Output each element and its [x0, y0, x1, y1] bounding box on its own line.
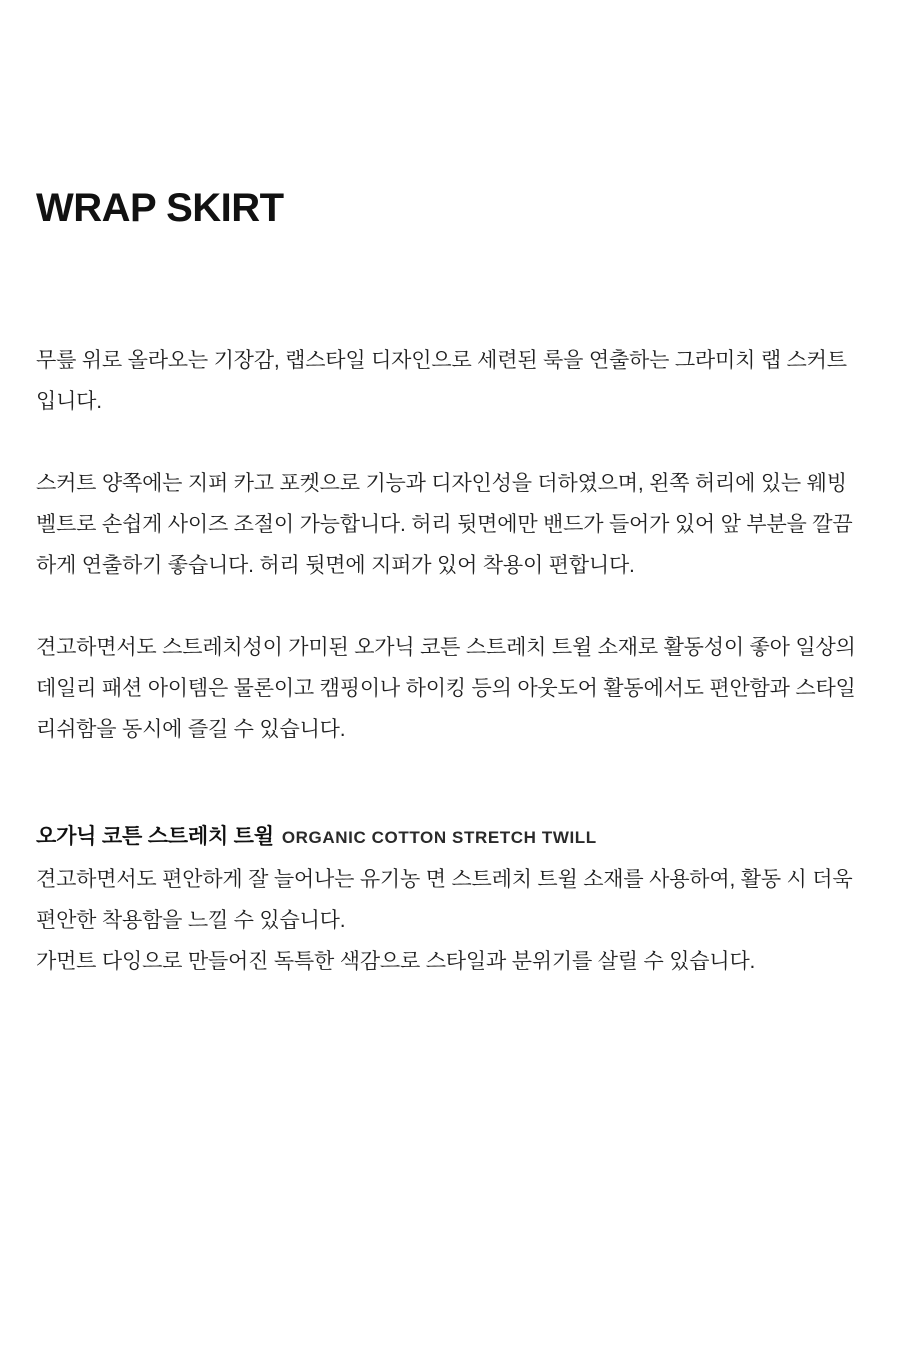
- material-heading: [36, 816, 864, 859]
- material-heading-korean: 오가닉 코튼 스트레치 트윌: [36, 825, 274, 848]
- material-paragraph-1: 견고하면서도 편안하게 잘 늘어나는 유기농 면 스트레치 트윌 소재를 사용하여, 활동 시 더욱 편안한 착용함을 느낄 수 있습니다.: [36, 868, 853, 932]
- description-paragraph-1: 무릎 위로 올라오는 기장감, 랩스타일 디자인으로 세련된 룩을 연출하는 그라미치 랩 스커트입니다.: [36, 349, 847, 413]
- description-body: [36, 340, 864, 982]
- description-paragraph-2: 스커트 양쪽에는 지퍼 카고 포켓으로 기능과 디자인성을 더하였으며, 왼쪽 허리에 있는 웨빙 벨트로 손쉽게 사이즈 조절이 가능합니다. 허리 뒷면에만 밴드가 들어가 있어 앞 부분을 깔끔하게 연출하기 좋습니다. 허리 뒷면에 지퍼가 있어 착용이 편합니다.: [36, 472, 853, 577]
- page-title: WRAP SKIRT: [36, 186, 284, 230]
- material-heading-english: ORGANIC COTTON STRETCH TWILL: [281, 828, 597, 847]
- description-paragraph-3: 견고하면서도 스트레치성이 가미된 오가닉 코튼 스트레치 트윌 소재로 활동성이 좋아 일상의 데일리 패션 아이템은 물론이고 캠핑이나 하이킹 등의 아웃도어 활동에서도 편안함과 스타일리쉬함을 동시에 즐길 수 있습니다.: [36, 636, 856, 741]
- material-paragraph-2: 가먼트 다잉으로 만들어진 독특한 색감으로 스타일과 분위기를 살릴 수 있습니다.: [36, 950, 756, 973]
